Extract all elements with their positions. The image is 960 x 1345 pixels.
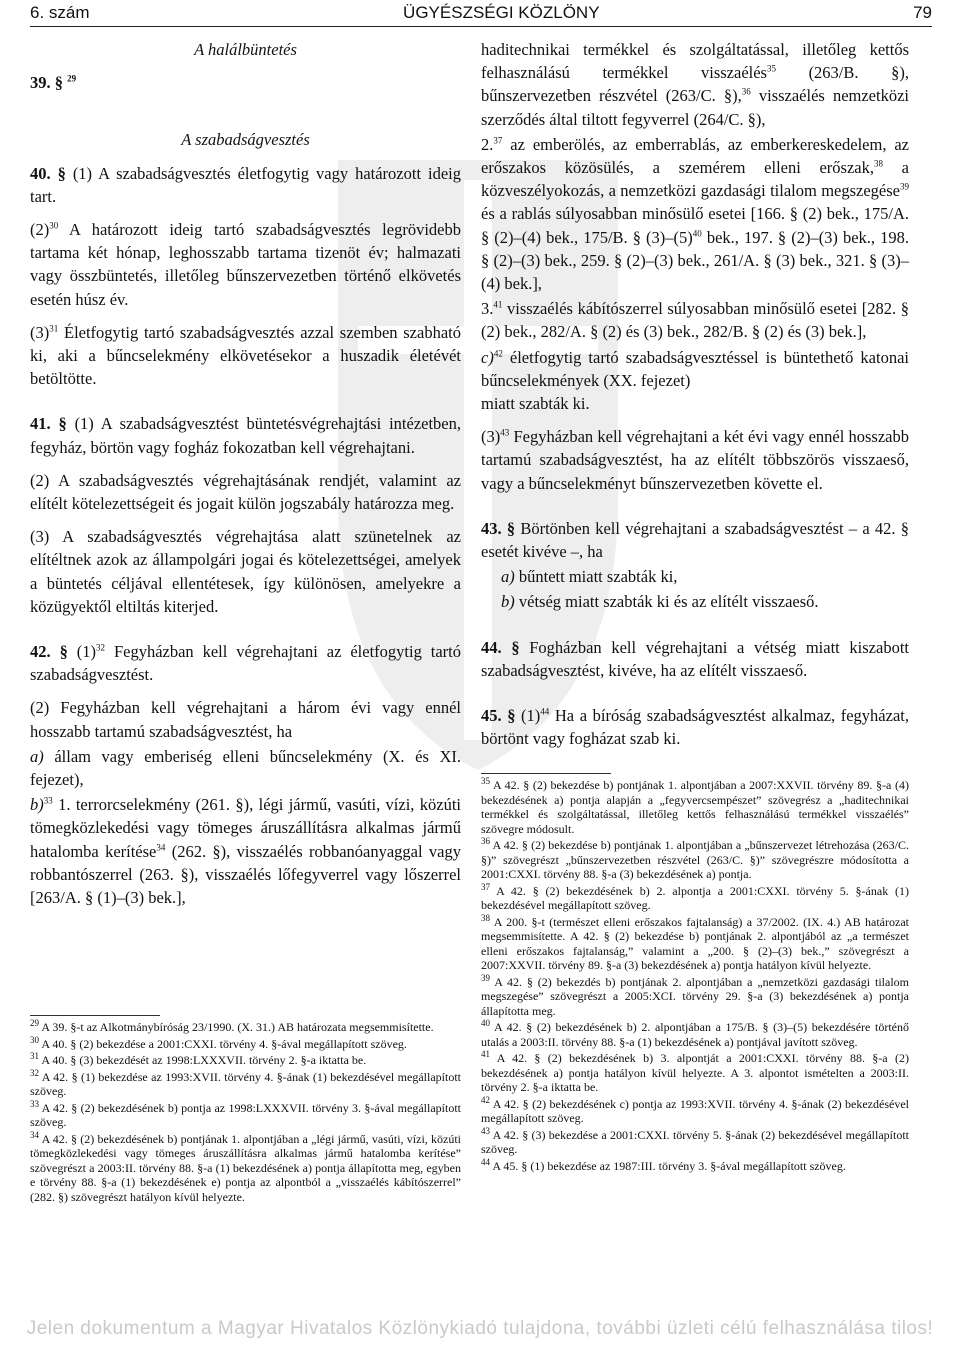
footnote-42: $^{42}$ A 42. § (2) bekezdésének c) pontja az 1993:XVII. törvény 4. §-ának (2) bekezdésével megállapított szöveg.	[481, 1094, 909, 1125]
footnote-33: $^{33}$ A 42. § (2) bekezdésének b) pontja az 1998:LXXXVII. törvény 3. §-ával megállapított szöveg.	[30, 1098, 461, 1129]
section-40-para-3: $(3)^{31}$ Életfogytig tartó szabadságvesztés azzal szemben szabható ki, aki a bűncselekmény elkövetésekor a huszadik életévét betöltötte.	[30, 322, 461, 389]
section-42-continuation: haditechnikai termékkel és szolgáltatással, illetőleg kettős felhasználású termékkel visszaélés$^{35}$ (263/B. §), bűnszervezetben részvétel (263/C. §),$^{36}$ visszaélés nemzetközi szerződés által tiltott fegyverrel (264/C. §),	[481, 40, 909, 129]
footnote-40: $^{40}$ A 42. § (2) bekezdésének b) 2. alpontjában a 175/B. § (3)–(5) bekezdésére történő utalás a 2003:II. törvény 88. §-a (1) bekezdésének a) pontjával javított szöveg.	[481, 1018, 909, 1049]
footnote-32: $^{32}$ A 42. § (1) bekezdése az 1993:XVII. törvény 4. §-ának (1) bekezdésével megállapított szöveg.	[30, 1067, 461, 1098]
section-40-para-2: $(2)^{30}$ A határozott ideig tartó szabadságvesztés legrövidebb tartama két hónap, leghosszabb tartama tizenöt év; halmazati vagy összbüntetés, illetőleg bűnszervezetben történő elkövetés esetén húsz év.	[30, 220, 461, 309]
footnotes-right	[481, 773, 909, 1175]
section-42-point-c: c)$^{42}$ életfogytig tartó szabadságvesztéssel is büntethető katonai bűncselekmények (XX. fejezet)	[481, 347, 909, 390]
section-42-point-b-2: 2.37 az emberölés, az emberrablás, az emberkereskedelem, az erőszakos közösülés, a szemérem elleni erőszak,$^{38}$ a közveszélyokozás, a nemzetközi gazdasági tilalom megszegése$^{39}$ és a rablás súlyosabban minősülő esetei [166. § (2) bek., 175/A. § (2)–(4) bek., 175/B. § $(3)-(5)^{40}$ bek., 197. § (2)–(3) bek., 198. § (2)–(3) bek., 259. § (2)–(3) bek., 261/A. § (3) bek., 321. § (3)–(4) bek.],	[481, 134, 909, 294]
section-41-para-3: (3) A szabadságvesztés végrehajtása alatt szünetelnek az elítéltnek azok az állampolgári jogai és kötelezettségei, amelyek a büntetés céljával ellentétesek, így különösen, amelyekre a közügyektől eltiltás kiterjed.	[30, 527, 461, 616]
section-42-para-3: $(3)^{43}$ Fegyházban kell végrehajtani a két évi vagy ennél hosszabb tartamú szabadságvesztést, ha az elítélt többszörös visszaeső, vagy a bűncselekményt bűnszervezetben követte el.	[481, 427, 909, 493]
footnote-43: $^{43}$ A 42. § (3) bekezdése a 2001:CXXI. törvény 5. §-ának (2) bekezdésével megállapított szöveg.	[481, 1125, 909, 1156]
section-43-point-a: a) bűntett miatt szabták ki,	[501, 567, 678, 587]
footnote-list	[30, 1020, 461, 1204]
section-42-para-1: 42. § $(1)^{32}$ Fegyházban kell végrehajtani az életfogytig tartó szabadságvesztést.	[30, 642, 461, 685]
footnote-38: $^{38}$ A 200. §-t (természet elleni erőszakos fajtalanság) a 37/2002. (IX. 4.) AB határozat megsemmisítette. A 42. § (2) bekezdése b) pontjának 2. alpontjából az „a természet elleni erőszakos fajtalanság,” valamint a „200. § (2)–(3) bek.,” szövegrészt a 2007:XXVII. törvény 89. §-a (3) bekezdésének a) pontja hatályon kívül helyezte.	[481, 912, 909, 972]
footnote-30: $^{30}$ A 40. § (2) bekezdése a 2001:CXXI. törvény 4. §-ával megállapított szöveg.	[30, 1034, 407, 1051]
section-39: 39. § $^{29}$	[30, 73, 77, 93]
journal-title: ÜGYÉSZSÉGI KÖZLÖNY	[403, 3, 600, 22]
page-header	[30, 0, 932, 27]
left-column	[30, 38, 461, 919]
footnote-44: $^{44}$ A 45. § (1) bekezdése az 1987:III. törvény 3. §-ával megállapított szöveg.	[481, 1156, 846, 1173]
footnote-37: $^{37}$ A 42. § (2) bekezdésének b) 2. alpontja a 2001:CXXI. törvény 5. §-ának (1) bekezdésével megállapított szöveg.	[481, 881, 909, 912]
section-42-point-c-tail: miatt szabták ki.	[481, 394, 590, 414]
footnote-35: $^{35}$ A 42. § (2) bekezdése b) pontjának 1. alpontjában a 2007:XXVII. törvény 89. §-a (4) bekezdésének a) pontja alapján a „fegyvercsempészet” szövegrész a „haditechnikai termékkel és szolgáltatással, illetőleg kettős felhasználású termékkel visszaélés” szövegre módosult.	[481, 776, 909, 836]
section-42-point-a: a) állam vagy emberiség elleni bűncselekmény (X. és XI. fejezet),	[30, 746, 461, 790]
section-41-para-1: 41. § (1) A szabadságvesztést büntetésvégrehajtási intézetben, fegyház, börtön vagy fogház fokozatban kell végrehajtani.	[30, 414, 461, 457]
right-column	[481, 38, 909, 760]
copyright-notice: Jelen dokumentum a Magyar Hivatalos Közlönykiadó tulajdona, további üzleti célú felhasználása tilos!	[26, 1318, 934, 1339]
section-42-point-b-3: 3.41 visszaélés kábítószerrel súlyosabban minősülő esetei [282. § (2) bek., 282/A. § (2) és (3) bek., 282/B. § (2) és (3) bek.],	[481, 299, 909, 342]
footnote-29: $^{29}$ A 39. §-t az Alkotmánybíróság 23/1990. (X. 31.) AB határozata megsemmisítette.	[30, 1018, 434, 1034]
section-45: 45. § $(1)^{44}$ Ha a bíróság szabadságvesztést alkalmaz, fegyházat, börtönt vagy fogházat szab ki.	[481, 706, 909, 749]
footnotes-left	[30, 1015, 461, 1206]
footnote-rule	[30, 1015, 160, 1016]
section-40-para-1: 40. § (1) A szabadságvesztés életfogytig vagy határozott ideig tart.	[30, 163, 461, 206]
section-heading-imprisonment: A szabadságvesztés	[181, 130, 310, 150]
footnote-31: $^{31}$ A 40. § (3) bekezdését az 1998:LXXXVII. törvény 2. §-a iktatta be.	[30, 1051, 367, 1067]
section-41-para-2: (2) A szabadságvesztés végrehajtásának rendjét, valamint az elítélt kötelezettségeit és jogait külön jogszabály határozza meg.	[30, 470, 461, 514]
footnote-36: $^{36}$ A 42. § (2) bekezdése b) pontjának 1. alpontjában a „bűnszervezet létrehozása (263/C. §)” szövegrészt „bűnszervezetben részvétel (263/C. §)” szövegrészre módosította a 2001:CXXI. törvény 88. §-a (3) bekezdésének a) pontja.	[481, 836, 909, 881]
section-43: 43. § Börtönben kell végrehajtani a szabadságvesztést – a 42. § esetét kivéve –, ha	[481, 518, 909, 562]
footnote-34: $^{34}$ A 42. § (2) bekezdésének b) pontjának 1. alpontjában a „légi jármű, vasúti, vízi, közúti tömegközlekedési vagy tömeges áruszállításra alkalmas jármű hatalomba kerítése” szövegrészt a 2003:II. törvény 88. §-a (1) bekezdésének a) pontja állapította meg, egyben e törvény 88. §-a (1) bekezdésének e) pontja az alpontból a „visszaélés kábítószerrel” (282. §) szövegrészt hatályon kívül helyezte.	[30, 1129, 461, 1204]
footnote-list	[481, 778, 909, 1173]
section-42-point-b: b)$^{33}$ 1. terrorcselekmény (261. §), légi jármű, vasúti, vízi, közúti tömegközlekedési vagy tömeges áruszállításra alkalmas jármű hatalomba kerítése$^{34}$ (262. §), visszaélés robbanóanyaggal vagy robbantószerrel (263. §), visszaélés lőfegyverrel vagy lőszerrel [263/A. § (1)–(3) bek.],	[30, 795, 461, 908]
section-44: 44. § Fogházban kell végrehajtani a vétség miatt kiszabott szabadságvesztést, kivéve, ha az elítélt visszaeső.	[481, 637, 909, 680]
section-heading-death-penalty: A halálbüntetés	[194, 40, 297, 59]
issue-number: 6. szám	[30, 3, 90, 22]
section-43-point-b: b) vétség miatt szabták ki és az elítélt visszaeső.	[501, 592, 819, 612]
section-42-para-2: (2) Fegyházban kell végrehajtani a három évi vagy ennél hosszabb tartamú szabadságvesztést, ha	[30, 698, 461, 741]
footnote-39: $^{39}$ A 42. § (2) bekezdés b) pontjának 2. alpontjában a „nemzetközi gazdasági tilalom megszegése” szövegrészt a 2005:XCI. törvény 29. §-a (3) bekezdésének a) pontja állapította meg.	[481, 972, 909, 1018]
footnote-rule	[481, 773, 611, 774]
page-number: 79	[913, 3, 932, 22]
footnote-41: $^{41}$ A 42. § (2) bekezdésének b) 3. alpontját a 2001:CXXI. törvény 88. §-a (2) bekezdésének a) pontja hatályon kívül helyezte. A 3. alpontot ismételten a 2003:II. törvény 2. §-a iktatta be.	[481, 1049, 909, 1094]
